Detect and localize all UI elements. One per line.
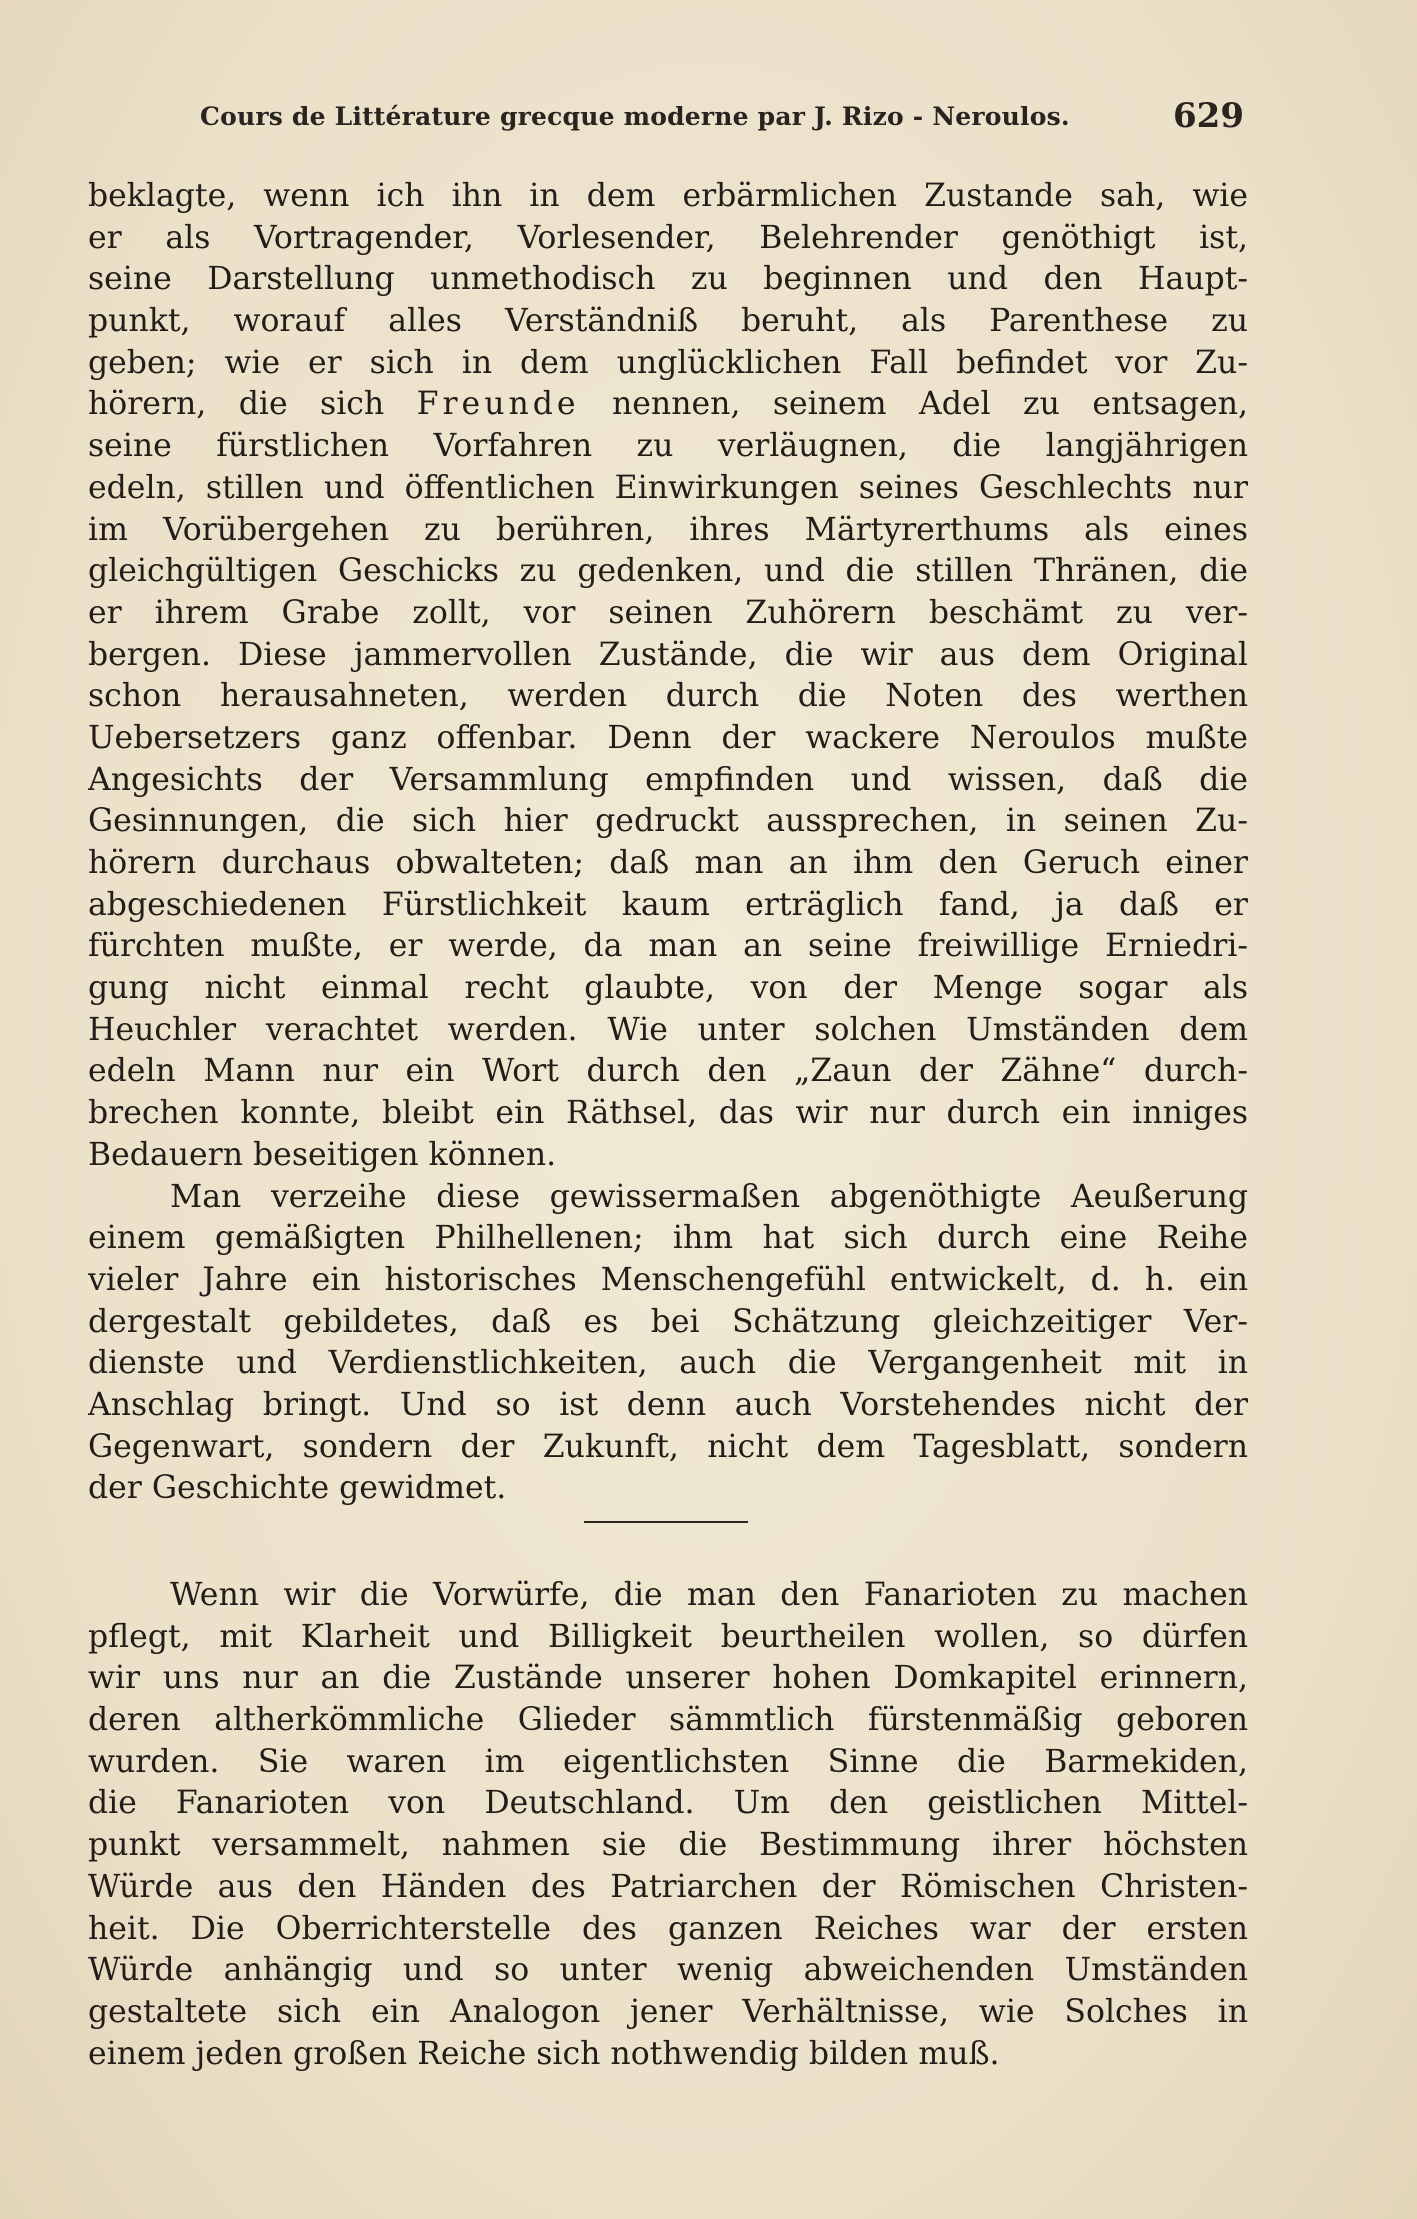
text-line: geben; wie er sich in dem unglücklichen Fall befindet vor Zu-: [88, 344, 1248, 381]
text-line: Angesichts der Versammlung empfinden und wissen, daß die: [88, 761, 1248, 798]
text-line: Gesinnungen, die sich hier gedruckt aussprechen, in seinen Zu-: [88, 803, 1248, 840]
text-line: edeln, stillen und öffentlichen Einwirkungen seines Geschlechts nur: [88, 469, 1248, 506]
text-line: punkt versammelt, nahmen sie die Bestimmung ihrer höchsten: [88, 1827, 1248, 1864]
text-line: abgeschiedenen Fürstlichkeit kaum erträglich fand, ja daß er: [88, 886, 1248, 923]
text-line: hörern durchaus obwalteten; daß man an ihm den Geruch einer: [88, 845, 1248, 881]
text-line: einem gemäßigten Philhellenen; ihm hat sich durch eine Reihe: [88, 1220, 1248, 1257]
text-line: er ihrem Grabe zollt, vor seinen Zuhörern beschämt zu ver-: [88, 594, 1248, 631]
page-number: 629: [1173, 96, 1244, 136]
text-line: bergen. Diese jammervollen Zustände, die wir aus dem Original: [88, 636, 1248, 673]
text-line: Gegenwart, sondern der Zukunft, nicht dem Tagesblatt, sondern: [88, 1428, 1248, 1465]
text-line: die Fanarioten von Deutschland. Um den geistlichen Mittel-: [88, 1785, 1248, 1822]
text-line: dienste und Verdienstlichkeiten, auch die Vergangenheit mit in: [88, 1345, 1248, 1382]
text-line: Uebersetzers ganz offenbar. Denn der wackere Neroulos mußte: [88, 719, 1248, 756]
text-line: fürchten mußte, er werde, da man an seine freiwillige Erniedri-: [88, 928, 1248, 965]
paragraph-block-1: [88, 176, 1248, 1510]
text-line: gung nicht einmal recht glaubte, von der Menge sogar als: [88, 970, 1248, 1007]
text-line: edeln Mann nur ein Wort durch den „Zaun der Zähne“ durch-: [88, 1053, 1248, 1090]
running-title: Cours de Littérature grecque moderne par J. Rizo - Neroulos.: [200, 102, 1070, 131]
text-line: Man verzeihe diese gewissermaßen abgenöthigte Aeußerung: [170, 1178, 1248, 1215]
text-line: Würde anhängig und so unter wenig abweichenden Umständen: [88, 1952, 1248, 1989]
text-line: dergestalt gebildetes, daß es bei Schätzung gleichzeitiger Ver-: [88, 1303, 1248, 1340]
text-line: [88, 384, 1248, 426]
text-line: deren altherkömmliche Glieder sämmtlich fürstenmäßig geboren: [88, 1702, 1248, 1739]
text-line: er als Vortragender, Vorlesender, Belehrender genöthigt ist,: [88, 219, 1248, 256]
text-line: Anschlag bringt. Und so ist denn auch Vorstehendes nicht der: [88, 1386, 1248, 1423]
text-line: pflegt, mit Klarheit und Billigkeit beurtheilen wollen, so dürfen: [88, 1618, 1248, 1655]
text-line: beklagte, wenn ich ihn in dem erbärmlichen Zustande sah, wie: [88, 178, 1248, 214]
section-divider-rule: [584, 1521, 748, 1523]
text-line: gestaltete sich ein Analogon jener Verhältnisse, wie Solches in: [88, 1993, 1248, 2030]
text-line: seine fürstlichen Vorfahren zu verläugnen, die langjährigen: [88, 428, 1248, 465]
text-line: brechen konnte, bleibt ein Räthsel, das wir nur durch ein inniges: [88, 1095, 1248, 1132]
text-line: einem jeden großen Reiche sich nothwendig bilden muß.: [88, 2035, 1000, 2072]
text-line: Würde aus den Händen des Patriarchen der Römischen Christen-: [88, 1868, 1248, 1905]
text-line: im Vorübergehen zu berühren, ihres Märtyrerthums als eines: [88, 511, 1248, 548]
paragraph-block-2: [88, 1575, 1248, 2075]
text-line: heit. Die Oberrichterstelle des ganzen Reiches war der ersten: [88, 1910, 1248, 1947]
text-line: vieler Jahre ein historisches Menschengefühl entwickelt, d. h. ein: [88, 1261, 1248, 1298]
text-line: Bedauern beseitigen können.: [88, 1136, 557, 1173]
emphasized-word: Freunde: [416, 386, 580, 423]
text-line: seine Darstellung unmethodisch zu beginnen und den Haupt-: [88, 261, 1248, 298]
text-line: punkt, worauf alles Verständniß beruht, als Parenthese zu: [88, 303, 1248, 340]
text-line: der Geschichte gewidmet.: [88, 1470, 507, 1507]
text-segment: hörern, die sich: [88, 386, 417, 423]
text-line: wir uns nur an die Zustände unserer hohen Domkapitel erinnern,: [88, 1660, 1248, 1697]
text-segment: nennen, seinem Adel zu entsagen,: [579, 386, 1248, 423]
running-head: [200, 96, 1250, 136]
text-line: Heuchler verachtet werden. Wie unter solchen Umständen dem: [88, 1011, 1248, 1048]
text-line: Wenn wir die Vorwürfe, die man den Fanarioten zu machen: [170, 1577, 1248, 1613]
text-line: schon herausahneten, werden durch die Noten des werthen: [88, 678, 1248, 715]
text-line: wurden. Sie waren im eigentlichsten Sinne die Barmekiden,: [88, 1743, 1248, 1780]
text-line: gleichgültigen Geschicks zu gedenken, und die stillen Thränen, die: [88, 553, 1248, 590]
